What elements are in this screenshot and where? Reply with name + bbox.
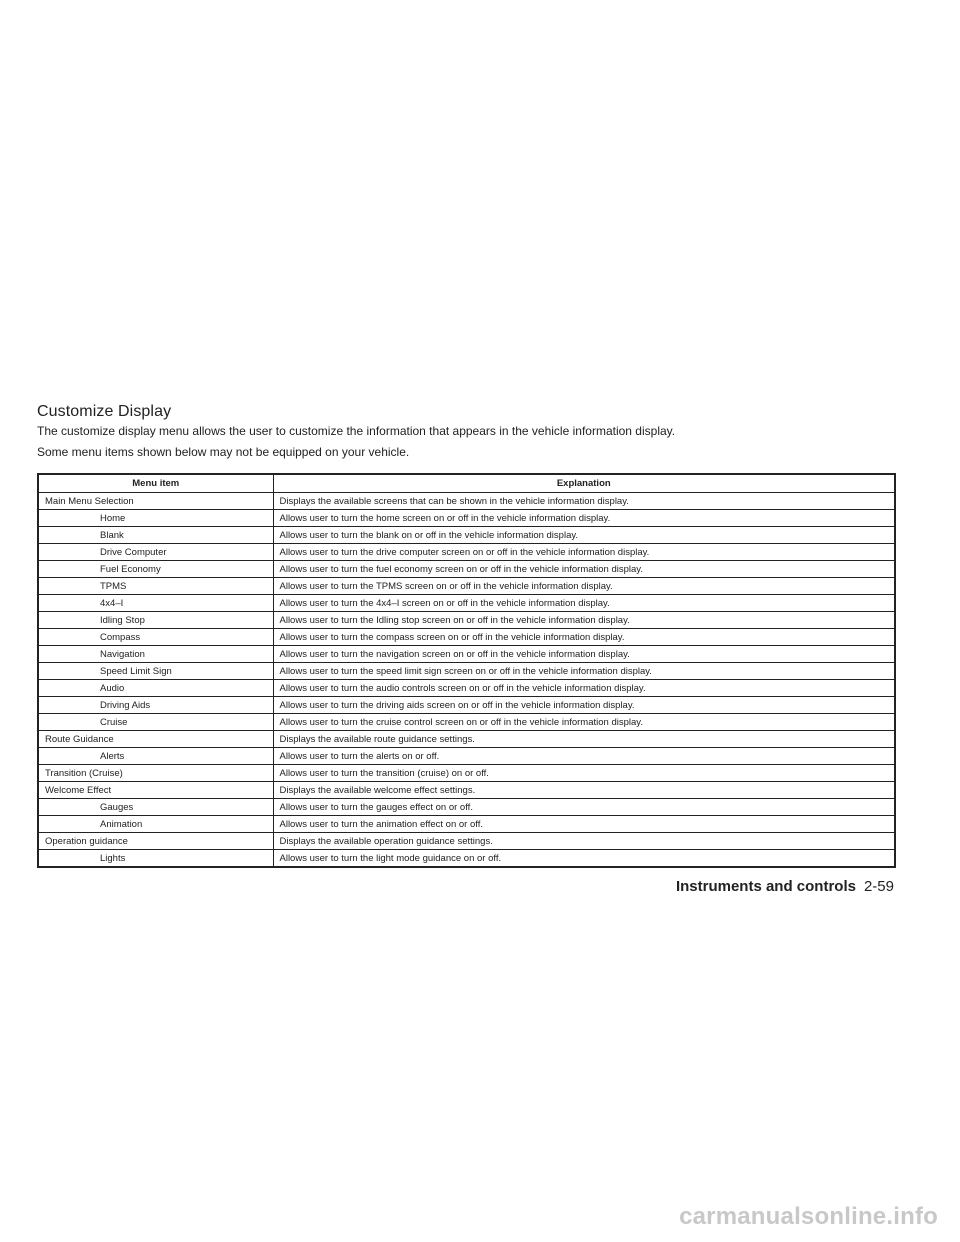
explanation-cell: Allows user to turn the fuel economy screen on or off in the vehicle information display. xyxy=(273,561,895,578)
menu-item-cell: Cruise xyxy=(38,714,273,731)
table-row xyxy=(38,850,895,868)
explanation-cell: Allows user to turn the cruise control screen on or off in the vehicle information display. xyxy=(273,714,895,731)
menu-item-cell: Audio xyxy=(38,680,273,697)
explanation-cell: Allows user to turn the home screen on or off in the vehicle information display. xyxy=(273,510,895,527)
explanation-cell: Displays the available screens that can be shown in the vehicle information display. xyxy=(273,493,895,510)
table-row xyxy=(38,731,895,748)
table-row xyxy=(38,612,895,629)
table-row xyxy=(38,697,895,714)
equipment-note: Some menu items shown below may not be equipped on your vehicle. xyxy=(37,445,410,459)
menu-item-cell: Main Menu Selection xyxy=(38,493,273,510)
table-header-row xyxy=(38,474,895,493)
table-row xyxy=(38,544,895,561)
table-row xyxy=(38,561,895,578)
table-row xyxy=(38,833,895,850)
explanation-cell: Allows user to turn the driving aids screen on or off in the vehicle information display. xyxy=(273,697,895,714)
explanation-cell: Allows user to turn the 4x4–I screen on or off in the vehicle information display. xyxy=(273,595,895,612)
explanation-cell: Allows user to turn the alerts on or off. xyxy=(273,748,895,765)
menu-item-cell: Blank xyxy=(38,527,273,544)
explanation-cell: Allows user to turn the blank on or off in the vehicle information display. xyxy=(273,527,895,544)
table-row xyxy=(38,816,895,833)
table-body xyxy=(38,493,895,868)
menu-item-cell: Idling Stop xyxy=(38,612,273,629)
menu-item-cell: 4x4–I xyxy=(38,595,273,612)
table-row xyxy=(38,510,895,527)
table-row xyxy=(38,714,895,731)
menu-table xyxy=(37,473,896,868)
table-row xyxy=(38,680,895,697)
watermark: carmanualsonline.info xyxy=(679,1203,938,1230)
table-row xyxy=(38,663,895,680)
menu-item-cell: Route Guidance xyxy=(38,731,273,748)
menu-item-cell: Welcome Effect xyxy=(38,782,273,799)
table-row xyxy=(38,595,895,612)
menu-item-cell: Animation xyxy=(38,816,273,833)
table-row xyxy=(38,493,895,510)
explanation-cell: Displays the available route guidance settings. xyxy=(273,731,895,748)
explanation-cell: Allows user to turn the gauges effect on or off. xyxy=(273,799,895,816)
intro-paragraph: The customize display menu allows the user to customize the information that appears in the vehicle information display. xyxy=(37,424,676,438)
menu-item-cell: Speed Limit Sign xyxy=(38,663,273,680)
menu-item-cell: Alerts xyxy=(38,748,273,765)
section-title: Customize Display xyxy=(37,403,172,420)
explanation-cell: Allows user to turn the transition (cruise) on or off. xyxy=(273,765,895,782)
table-row xyxy=(38,765,895,782)
table-row xyxy=(38,748,895,765)
chapter-title: Instruments and controls xyxy=(675,878,856,895)
explanation-cell: Allows user to turn the navigation screen on or off in the vehicle information display. xyxy=(273,646,895,663)
header-explanation: Explanation xyxy=(273,474,895,493)
menu-item-cell: Gauges xyxy=(38,799,273,816)
explanation-cell: Allows user to turn the drive computer screen on or off in the vehicle information display. xyxy=(273,544,895,561)
menu-item-cell: Transition (Cruise) xyxy=(38,765,273,782)
page-number: 2-59 xyxy=(863,878,894,895)
table-row xyxy=(38,782,895,799)
explanation-cell: Displays the available welcome effect settings. xyxy=(273,782,895,799)
menu-item-cell: Drive Computer xyxy=(38,544,273,561)
table-row xyxy=(38,527,895,544)
explanation-cell: Allows user to turn the TPMS screen on or off in the vehicle information display. xyxy=(273,578,895,595)
header-menu-item: Menu item xyxy=(38,474,273,493)
menu-item-cell: TPMS xyxy=(38,578,273,595)
menu-item-cell: Lights xyxy=(38,850,273,868)
table-row xyxy=(38,578,895,595)
explanation-cell: Allows user to turn the Idling stop screen on or off in the vehicle information display. xyxy=(273,612,895,629)
menu-item-cell: Operation guidance xyxy=(38,833,273,850)
menu-item-cell: Driving Aids xyxy=(38,697,273,714)
explanation-cell: Allows user to turn the light mode guidance on or off. xyxy=(273,850,895,868)
page-footer xyxy=(676,878,894,895)
menu-item-cell: Compass xyxy=(38,629,273,646)
menu-item-cell: Fuel Economy xyxy=(38,561,273,578)
table-row xyxy=(38,799,895,816)
menu-item-cell: Navigation xyxy=(38,646,273,663)
explanation-cell: Allows user to turn the audio controls screen on or off in the vehicle information display. xyxy=(273,680,895,697)
table-row xyxy=(38,629,895,646)
explanation-cell: Allows user to turn the compass screen on or off in the vehicle information display. xyxy=(273,629,895,646)
explanation-cell: Displays the available operation guidance settings. xyxy=(273,833,895,850)
explanation-cell: Allows user to turn the animation effect on or off. xyxy=(273,816,895,833)
menu-item-cell: Home xyxy=(38,510,273,527)
table-row xyxy=(38,646,895,663)
explanation-cell: Allows user to turn the speed limit sign screen on or off in the vehicle information display. xyxy=(273,663,895,680)
